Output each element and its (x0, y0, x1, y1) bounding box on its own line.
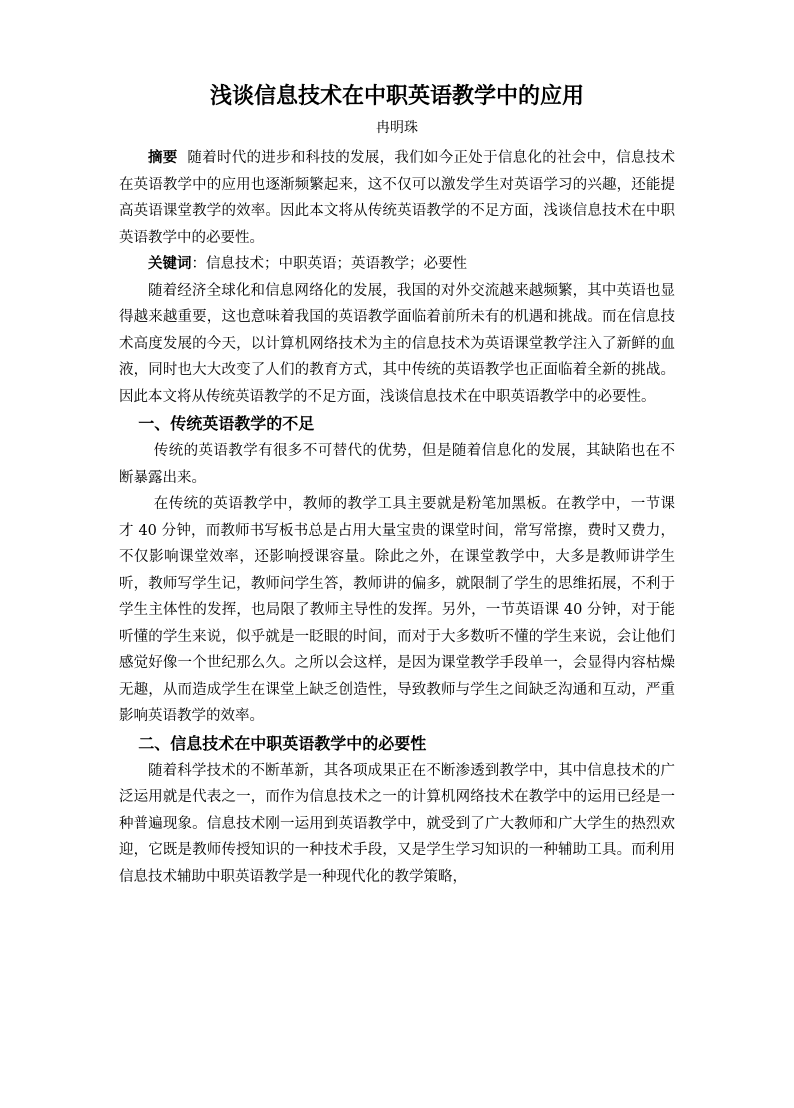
author-name: 冉明珠 (376, 120, 418, 136)
section1-paragraph-1: 传统的英语教学有很多不可替代的优势，但是随着信息化的发展，其缺陷也在不断暴露出来。 (119, 443, 675, 486)
section-heading-1: 一、传统英语教学的不足 (138, 414, 315, 433)
section-heading-2: 二、信息技术在中职英语教学中的必要性 (138, 733, 427, 753)
abstract-text: 随着时代的进步和科技的发展，我们如今正处于信息化的社会中，信息技术在英语教学中的应用也逐渐频繁起来，这不仅可以激发学生对英语学习的兴趣，还能提高英语课堂教学的效率。因此本文将从传统英语教学的不足方面，浅谈信息技术在中职英语教学中的必要性。 (119, 150, 676, 246)
paper-title: 浅谈信息技术在中职英语教学中的应用 (209, 84, 584, 109)
paper-body (119, 145, 675, 890)
intro-paragraph: 随着经济全球化和信息网络化的发展，我国的对外交流越来越频繁，其中英语也显得越来越重要，这也意味着我国的英语教学面临着前所未有的机遇和挑战。而在信息技术高度发展的今天，以计算机网络技术为主的信息技术为英语课堂教学注入了新鲜的血液，同时也大大改变了人们的教育方式，其中传统的英语教学也正面临着全新的挑战。因此本文将从传统英语教学的不足方面，浅谈信息技术在中职英语教学中的必要性。 (119, 282, 675, 405)
keywords-text: ：信息技术；中职英语；英语教学；必要性 (191, 256, 467, 272)
section2-paragraph-1: 随着科学技术的不断革新，其各项成果正在不断渗透到教学中，其中信息技术的广泛运用就是代表之一，而作为信息技术之一的计算机网络技术在教学中的运用已经是一种普遍现象。信息技术刚一运用到英语教学中，就受到了广大教师和广大学生的热烈欢迎，它既是教师传授知识的一种技术手段，又是学生学习知识的一种辅助工具。而利用信息技术辅助中职英语教学是一种现代化的教学策略， (119, 762, 675, 885)
abstract-paragraph (119, 145, 675, 251)
keywords-label: 关键词 (148, 256, 192, 272)
section1-paragraph-2: 在传统的英语教学中，教师的教学工具主要就是粉笔加黑板。在教学中，一节课才 40 分钟，而教师书写板书总是占用大量宝贵的课堂时间，常写常擦，费时又费力，不仅影响课堂效率，还影响授课容量。除此之外，在课堂教学中，大多是教师讲学生听，教师写学生记，教师问学生答，教师讲的偏多，就限制了学生的思维拓展，不利于学生主体性的发挥，也局限了教师主导性的发挥。另外，一节英语课 40 分钟，对于能听懂的学生来说，似乎就是一眨眼的时间，而对于大多数听不懂的学生来说，会让他们感觉好像一个世纪那么久。之所以会这样，是因为课堂教学手段单一，会显得内容枯燥无趣，从而造成学生在课堂上缺乏创造性，导致教师与学生之间缺乏沟通和互动，严重影响英语教学的效率。 (119, 496, 675, 724)
keywords-paragraph (119, 251, 675, 278)
abstract-label: 摘要 (148, 150, 178, 166)
